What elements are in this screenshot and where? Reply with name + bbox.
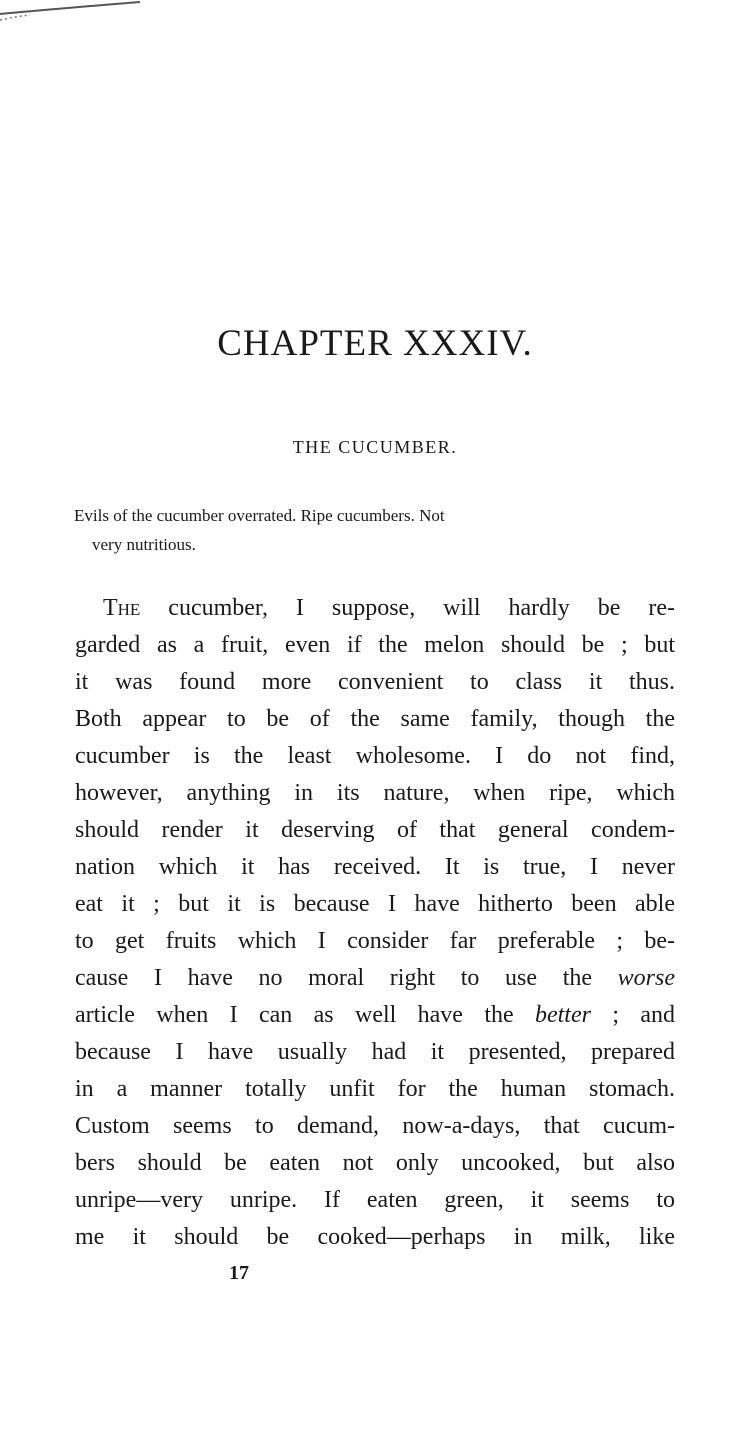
body-line: cucumber is the least wholesome. I do not find, xyxy=(75,743,675,769)
body-line xyxy=(75,590,675,627)
body-line: unripe—very unripe. If eaten green, it seems to xyxy=(75,1187,675,1213)
summary-line: very nutritious. xyxy=(92,535,196,554)
body-line: garded as a fruit, even if the melon should be ; but xyxy=(75,632,675,658)
page-number: 17 xyxy=(229,1262,249,1284)
body-line-text: cucumber, I suppose, will hardly be re- xyxy=(140,595,675,621)
body-line: eat it ; but it is because I have hitherto been able xyxy=(75,891,675,917)
body-line: me it should be cooked—perhaps in milk, like xyxy=(75,1224,675,1250)
drop-word: The xyxy=(103,595,141,621)
body-line: in a manner totally unfit for the human stomach. xyxy=(75,1076,675,1102)
body-line: it was found more convenient to class it thus. xyxy=(75,669,675,695)
body-paragraph xyxy=(75,590,675,1256)
body-line: cause I have no moral right to use the worse xyxy=(75,965,675,991)
body-line: Both appear to be of the same family, though the xyxy=(75,706,675,732)
body-line: to get fruits which I consider far preferable ; be- xyxy=(75,928,675,954)
chapter-title: CHAPTER XXXIV. xyxy=(217,323,533,364)
body-line: bers should be eaten not only uncooked, but also xyxy=(75,1150,675,1176)
body-line: nation which it has received. It is true, I never xyxy=(75,854,675,880)
page-edge-mark xyxy=(0,0,160,30)
body-line: should render it deserving of that general condem- xyxy=(75,817,675,843)
section-title: THE CUCUMBER. xyxy=(292,437,458,457)
body-line: article when I can as well have the better ; and xyxy=(75,1002,675,1028)
chapter-summary xyxy=(74,501,674,559)
summary-line: Evils of the cucumber overrated. Ripe cucumbers. Not xyxy=(74,506,445,525)
body-line: however, anything in its nature, when ripe, which xyxy=(75,780,675,806)
body-line: because I have usually had it presented, prepared xyxy=(75,1039,675,1065)
body-line: Custom seems to demand, now-a-days, that cucum- xyxy=(75,1113,675,1139)
